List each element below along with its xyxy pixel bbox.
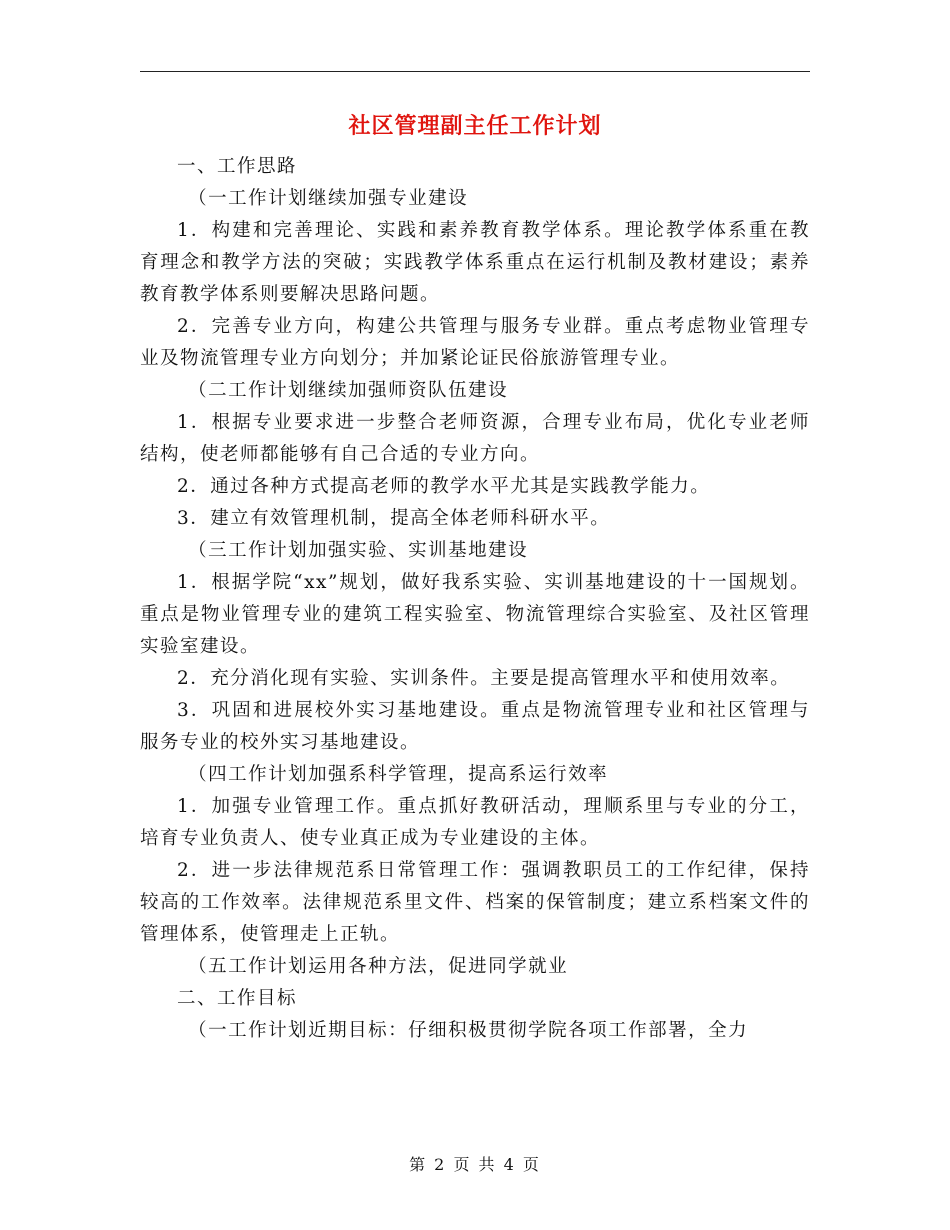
body-paragraph: 1．构建和完善理论、实践和素养教育教学体系。理论教学体系重在教育理念和教学方法的突破；实践教学体系重点在运行机制及教材建设；素养教育教学体系则要解决思路问题。 — [140, 220, 810, 305]
body-paragraph: 2．充分消化现有实验、实训条件。主要是提高管理水平和使用效率。 — [177, 668, 791, 689]
body-paragraph: 1．加强专业管理工作。重点抓好教研活动，理顺系里与专业的分工，培育专业负责人、使专业真正成为专业建设的主体。 — [140, 796, 810, 849]
subsection-heading: （三工作计划加强实验、实训基地建设 — [188, 540, 529, 561]
header-rule — [140, 71, 810, 72]
body-paragraph: 2．通过各种方式提高老师的教学水平尤其是实践教学能力。 — [177, 476, 711, 497]
body-paragraph: 3．巩固和进展校外实习基地建设。重点是物流管理专业和社区管理与服务专业的校外实习基地建设。 — [140, 700, 810, 753]
body-paragraph: 1．根据专业要求进一步整合老师资源，合理专业布局，优化专业老师结构，使老师都能够有自己合适的专业方向。 — [140, 412, 810, 465]
subsection-heading: （二工作计划继续加强师资队伍建设 — [188, 380, 509, 401]
subsection-heading: （四工作计划加强系科学管理，提高系运行效率 — [188, 764, 609, 785]
section-heading: 二、工作目标 — [177, 988, 298, 1009]
subsection-heading: （一工作计划继续加强专业建设 — [188, 188, 469, 209]
page-number: 第 2 页 共 4 页 — [409, 1155, 541, 1174]
subsection-heading: （一工作计划近期目标：仔细积极贯彻学院各项工作部署，全力 — [188, 1020, 749, 1041]
body-paragraph: 2．进一步法律规范系日常管理工作：强调教职员工的工作纪律，保持较高的工作效率。法律规范系里文件、档案的保管制度；建立系档案文件的管理体系，使管理走上正轨。 — [140, 860, 810, 945]
body-paragraph: 3．建立有效管理机制，提高全体老师科研水平。 — [177, 508, 611, 529]
body-paragraph: 1．根据学院“xx”规划，做好我系实验、实训基地建设的十一国规划。重点是物业管理专业的建筑工程实验室、物流管理综合实验室、及社区管理实验室建设。 — [140, 572, 810, 657]
document-title: 社区管理副主任工作计划 — [348, 113, 602, 139]
section-heading: 一、工作思路 — [177, 156, 298, 177]
body-paragraph: 2．完善专业方向，构建公共管理与服务专业群。重点考虑物业管理专业及物流管理专业方向划分；并加紧论证民俗旅游管理专业。 — [140, 316, 810, 369]
subsection-heading: （五工作计划运用各种方法，促进同学就业 — [188, 956, 569, 977]
document-body — [140, 151, 810, 1047]
